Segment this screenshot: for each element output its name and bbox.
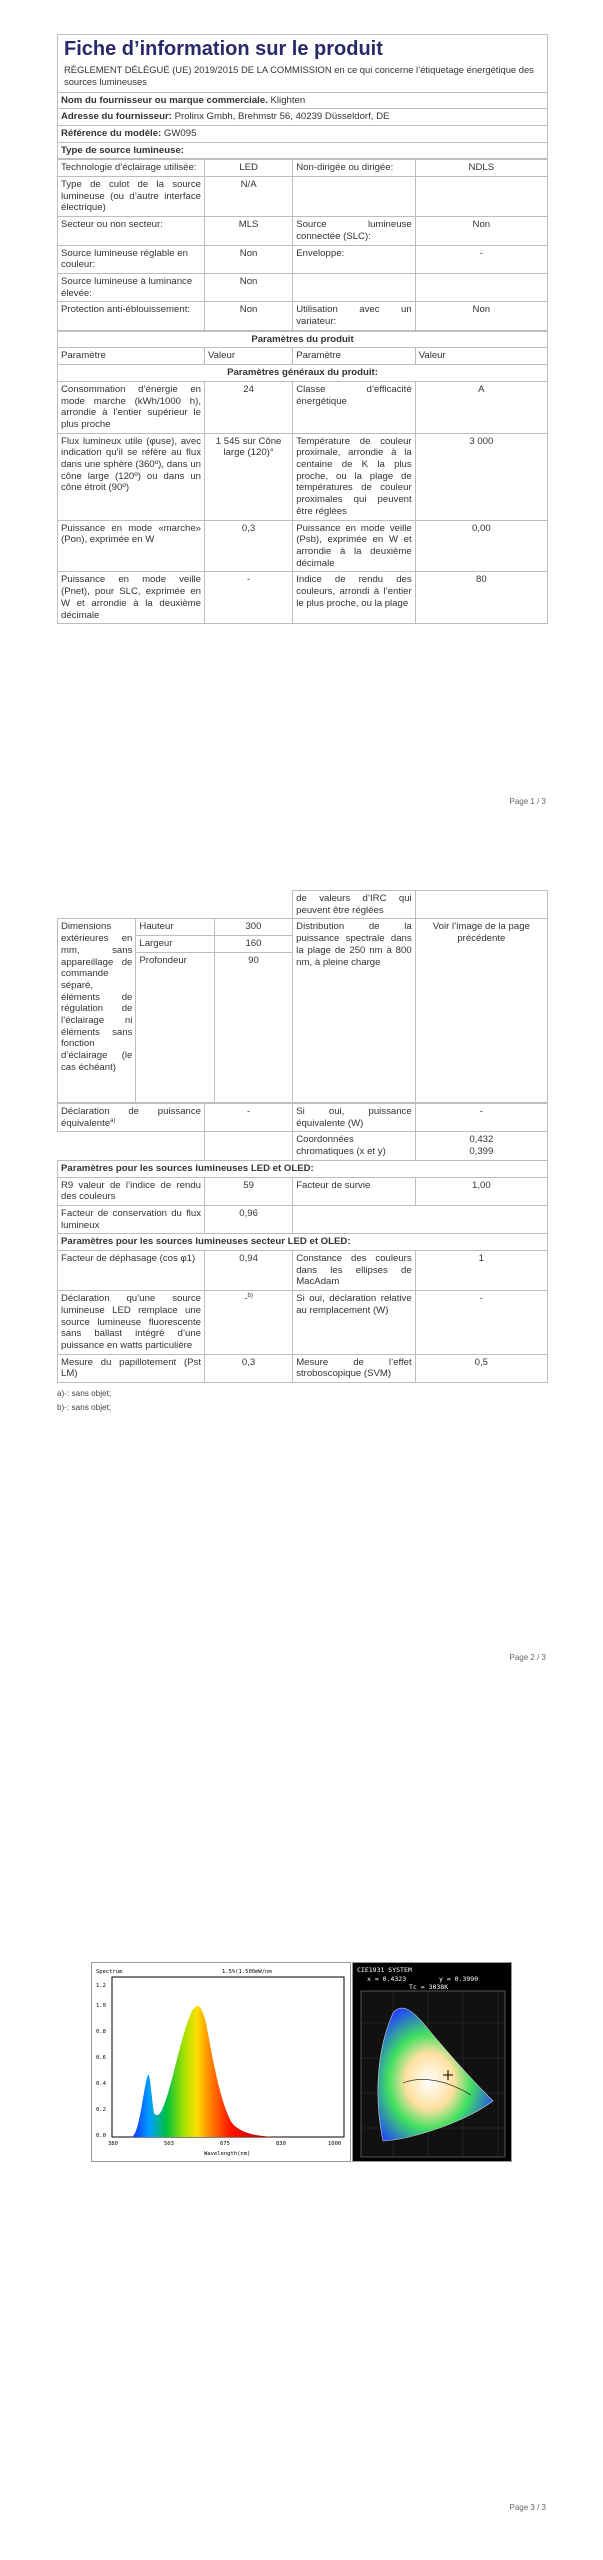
x-tick: 1000 xyxy=(328,2141,342,2147)
y-tick: 1.0 xyxy=(96,2003,106,2009)
address-value: Prolinx Gmbh, Brehmstr 56, 40239 Düsseldorf, DE xyxy=(174,111,390,123)
type-label: Protection anti-éblouissement: xyxy=(58,302,205,330)
dim-name: Hauteur xyxy=(136,919,214,936)
general-label: Puissance en mode veille (Psb), exprimée en W et arrondie à la deuxième décimale xyxy=(293,520,416,572)
page-title: Fiche d’information sur le produit xyxy=(64,38,383,60)
col-header-value: Valeur xyxy=(415,348,547,365)
type-label xyxy=(293,177,416,217)
type-value: LED xyxy=(205,160,293,177)
address-row xyxy=(58,109,548,126)
power-factor-label: Facteur de déphasage (cos φ1) xyxy=(58,1251,205,1291)
col-header-value: Valeur xyxy=(205,348,293,365)
page-number: Page 2 / 3 xyxy=(509,1653,546,1662)
flux-maintenance-value: 0,96 xyxy=(205,1205,293,1233)
type-label: Source lumineuse à luminance élevée: xyxy=(58,273,205,301)
x-tick: 503 xyxy=(164,2141,174,2147)
general-value: A xyxy=(415,381,547,433)
params-table xyxy=(57,331,548,624)
cie-y: y = 0.3990 xyxy=(439,1975,479,1983)
stroboscopic-label: Mesure de l’effet stroboscopique (SVM) xyxy=(293,1354,416,1382)
cie-svg xyxy=(353,1963,513,2163)
type-row xyxy=(58,177,548,217)
spectrum-ymax: 1.2 xyxy=(96,1983,106,1989)
type-label xyxy=(293,273,416,301)
type-value xyxy=(415,177,547,217)
mains-params-title: Paramètres pour les sources lumineuses secteur LED et OLED: xyxy=(58,1234,548,1251)
cri-continuation: de valeurs d’IRC qui peuvent être réglées xyxy=(293,891,416,919)
type-label: Technologie d’éclairage utilisée: xyxy=(58,160,205,177)
chroma-y: 0,399 xyxy=(469,1146,494,1158)
y-tick: 0.8 xyxy=(96,2029,106,2035)
cie-diagram xyxy=(352,1962,512,2162)
page-3 xyxy=(0,1710,603,2560)
footnote-b: b)-: sans objet; xyxy=(57,1403,112,1413)
type-label: Utilisation avec un variateur: xyxy=(293,302,416,330)
footnote-ref: b) xyxy=(247,1293,253,1300)
type-label: Non-dirigée ou dirigée: xyxy=(293,160,416,177)
general-label: Flux lumineux utile (φuse), avec indication qu’il se réfère au flux dans une sphère (360º), dans un cône large (120º) ou dans un cône étroit (90º) xyxy=(58,433,205,520)
col-header-param: Paramètre xyxy=(58,348,205,365)
general-value: 3 000 xyxy=(415,433,547,520)
general-value: - xyxy=(205,572,293,624)
cie-title: CIE1931 SYSTEM xyxy=(357,1966,412,1974)
flux-maintenance-label: Facteur de conservation du flux lumineux xyxy=(58,1205,205,1233)
dim-name: Largeur xyxy=(136,936,214,953)
survival-label: Facteur de survie xyxy=(293,1177,416,1205)
y-tick: 0.0 xyxy=(96,2133,106,2139)
macadam-label: Constance des couleurs dans les ellipses de MacAdam xyxy=(293,1251,416,1291)
supplier-value: Klighten xyxy=(270,94,306,106)
type-row xyxy=(58,160,548,177)
spectrum-svg xyxy=(92,1963,352,2163)
extra-params-table xyxy=(57,1103,548,1383)
page-1 xyxy=(0,0,603,860)
type-row xyxy=(58,302,548,330)
type-label: Enveloppe: xyxy=(293,245,416,273)
supplier-table xyxy=(57,92,548,160)
dim-value: 160 xyxy=(214,936,292,953)
spectrum-xlabel: Wavelength(nm) xyxy=(204,2151,251,2157)
type-value: Non xyxy=(415,302,547,330)
footnotes xyxy=(57,1389,548,1413)
chroma-values xyxy=(415,1132,547,1160)
spectrum-chart xyxy=(91,1962,351,2162)
general-value: 0,3 xyxy=(205,520,293,572)
type-value: - xyxy=(415,245,547,273)
power-factor-value: 0,94 xyxy=(205,1251,293,1291)
spectrum-note: 1.5%(1.500mW/nm xyxy=(222,1969,272,1975)
chroma-x: 0,432 xyxy=(469,1134,494,1146)
general-label: Consommation d’énergie en mode marche (kWh/1000 h), arrondie à l’entier supérieur le plus proche xyxy=(58,381,205,433)
product-info-sheet-continued xyxy=(57,890,548,1417)
fluo-replacement-value xyxy=(205,1291,293,1355)
dimensions-label: Dimensions extérieures en mm, sans appareillage de commande séparé, éléments de régulation de l’éclairage ni éléments sans fonction d’éclairage (le cas échéant) xyxy=(58,919,136,1102)
dim-value: 90 xyxy=(214,952,292,1102)
y-tick: 0.2 xyxy=(96,2107,106,2113)
equiv-power-text: Déclaration de puissance équivalente xyxy=(61,1105,201,1129)
dimensions-table xyxy=(57,890,548,1103)
type-value: Non xyxy=(205,273,293,301)
general-label: Puissance en mode veille (Pnet), pour SLC, exprimée en W et arrondie à la deuxième décimale xyxy=(58,572,205,624)
type-value xyxy=(415,273,547,301)
supplier-row xyxy=(58,92,548,109)
spectral-label: Distribution de la puissance spectrale dans la plage de 250 nm à 800 nm, à pleine charge xyxy=(293,919,416,1102)
general-label: Classe d’efficacité énergétique xyxy=(293,381,416,433)
type-value: N/A xyxy=(205,177,293,217)
general-row xyxy=(58,572,548,624)
page-number: Page 1 / 3 xyxy=(509,797,546,806)
r9-value: 59 xyxy=(205,1177,293,1205)
general-value: 1 545 sur Cône large (120)° xyxy=(205,433,293,520)
type-value: Non xyxy=(205,302,293,330)
x-tick: 830 xyxy=(276,2141,286,2147)
y-tick: 0.4 xyxy=(96,2081,106,2087)
r9-label: R9 valeur de l’indice de rendu des couleurs xyxy=(58,1177,205,1205)
equiv-power-yes-value: - xyxy=(415,1103,547,1132)
fluo-replacement-yes-value: - xyxy=(415,1291,547,1355)
equiv-power-yes-label: Si oui, puissance équivalente (W) xyxy=(293,1103,416,1132)
flicker-label: Mesure du papillotement (Pst LM) xyxy=(58,1354,205,1382)
fluo-value-text: - xyxy=(244,1293,248,1305)
model-label: Référence du modèle: xyxy=(61,127,162,139)
general-value: 0,00 xyxy=(415,520,547,572)
flicker-value: 0,3 xyxy=(205,1354,293,1382)
general-row xyxy=(58,381,548,433)
params-section-title: Paramètres du produit xyxy=(58,331,548,348)
dim-name: Profondeur xyxy=(136,952,214,1102)
y-tick: 0.6 xyxy=(96,2055,106,2061)
col-header-param: Paramètre xyxy=(293,348,416,365)
fluo-replacement-yes-label: Si oui, déclaration relative au remplacement (W) xyxy=(293,1291,416,1355)
general-row xyxy=(58,433,548,520)
type-row xyxy=(58,217,548,245)
equiv-power-label xyxy=(58,1103,205,1132)
led-params-title: Paramètres pour les sources lumineuses LED et OLED: xyxy=(58,1160,548,1177)
macadam-value: 1 xyxy=(415,1251,547,1291)
cie-tc: Tc = 3038K xyxy=(409,1983,449,1991)
dimensions-row xyxy=(58,919,548,936)
general-label: Température de couleur proximale, arrondie à la centaine de K la plus proche, ou la plage de températures de couleur proximales qui peuvent être réglées xyxy=(293,433,416,520)
general-row xyxy=(58,520,548,572)
type-table xyxy=(57,159,548,330)
footnote-ref: a) xyxy=(110,1117,116,1124)
product-info-sheet xyxy=(57,34,548,624)
general-label: Indice de rendu des couleurs, arrondi à l’entier le plus proche, ou la plage xyxy=(293,572,416,624)
footnote-a: a)-: sans objet; xyxy=(57,1389,112,1399)
spectral-value: Voir l’image de la page précédente xyxy=(415,919,547,1102)
title-box xyxy=(57,34,548,92)
model-row xyxy=(58,125,548,142)
type-label: Source lumineuse connectée (SLC): xyxy=(293,217,416,245)
chroma-label: Coordonnées chromatiques (x et y) xyxy=(293,1132,416,1160)
type-value: NDLS xyxy=(415,160,547,177)
spectrum-title: Spectrum xyxy=(96,1969,123,1975)
type-value: MLS xyxy=(205,217,293,245)
type-value: Non xyxy=(205,245,293,273)
x-tick: 380 xyxy=(108,2141,118,2147)
survival-value: 1,00 xyxy=(415,1177,547,1205)
stroboscopic-value: 0,5 xyxy=(415,1354,547,1382)
dim-value: 300 xyxy=(214,919,292,936)
type-row xyxy=(58,245,548,273)
general-label: Puissance en mode «marche» (Pon), exprimée en W xyxy=(58,520,205,572)
supplier-label: Nom du fournisseur ou marque commerciale. xyxy=(61,94,268,106)
light-source-type-heading: Type de source lumineuse: xyxy=(58,142,548,159)
fluo-replacement-label: Déclaration qu’une source lumineuse LED remplace une source lumineuse fluorescente sans ballast intégré d’une puissance en watts particulière xyxy=(58,1291,205,1355)
type-label: Source lumineuse réglable en couleur: xyxy=(58,245,205,273)
type-row xyxy=(58,273,548,301)
page-number: Page 3 / 3 xyxy=(509,2503,546,2512)
general-value: 24 xyxy=(205,381,293,433)
type-value: Non xyxy=(415,217,547,245)
x-tick: 675 xyxy=(220,2141,230,2147)
regulation-subtitle: RÈGLEMENT DÉLÉGUÉ (UE) 2019/2015 DE LA COMMISSION en ce qui concerne l’étiquetage énergétique des sources lumineuses xyxy=(64,64,534,87)
address-label: Adresse du fournisseur: xyxy=(61,111,172,123)
equiv-power-value: - xyxy=(205,1103,293,1132)
general-value: 80 xyxy=(415,572,547,624)
page-2 xyxy=(0,860,603,1710)
type-label: Secteur ou non secteur: xyxy=(58,217,205,245)
type-label: Type de culot de la source lumineuse (ou d’autre interface électrique) xyxy=(58,177,205,217)
model-value: GW095 xyxy=(163,127,197,139)
general-params-title: Paramètres généraux du produit: xyxy=(58,365,548,382)
cie-x: x = 0.4323 xyxy=(367,1975,407,1983)
